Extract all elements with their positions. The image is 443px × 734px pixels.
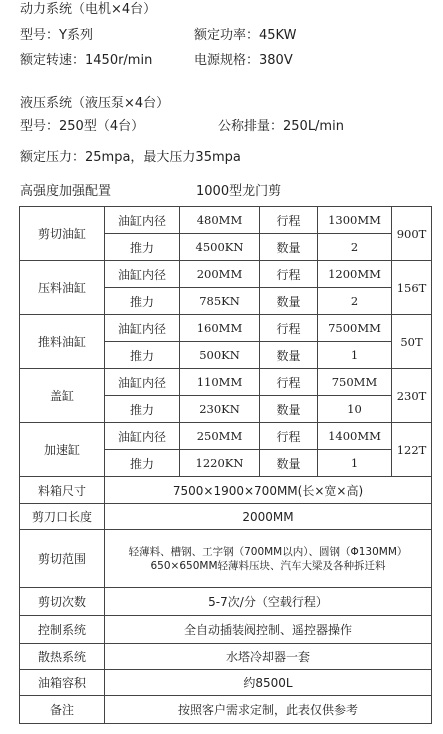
hydraulic-displacement: 公称排量：250L/min: [218, 119, 344, 134]
spec-row: [20, 644, 432, 670]
thrust-label: 推力: [105, 288, 180, 315]
machine-model: 1000型龙门剪: [196, 184, 282, 199]
hydraulic-heading: 液压系统（液压泵×4台）: [20, 96, 170, 111]
stroke-value: 750MM: [318, 369, 392, 396]
total-force: 122T: [392, 423, 432, 477]
quantity-value: 2: [318, 288, 392, 315]
hydraulic-model: 型号：250型（4台）: [20, 119, 145, 134]
thrust-label: 推力: [105, 396, 180, 423]
bore-label: 油缸内径: [105, 315, 180, 342]
total-force: 50T: [392, 315, 432, 369]
stroke-value: 1200MM: [318, 261, 392, 288]
spec-label: 剪刀口长度: [20, 504, 105, 530]
spec-label: 控制系统: [20, 616, 105, 644]
thrust-value: 1220KN: [180, 450, 260, 477]
power-heading: 动力系统（电机×4台）: [20, 2, 157, 17]
spec-value: 5-7次/分（空载行程）: [105, 588, 432, 616]
stroke-label: 行程: [260, 369, 318, 396]
quantity-label: 数量: [260, 396, 318, 423]
cylinder-name: 剪切油缸: [20, 207, 105, 261]
thrust-value: 785KN: [180, 288, 260, 315]
spec-value: 7500×1900×700MM(长×宽×高): [105, 477, 432, 504]
spec-value: 全自动插装阀控制、遥控器操作: [105, 616, 432, 644]
spec-label: 剪切范围: [20, 530, 105, 588]
stroke-value: 7500MM: [318, 315, 392, 342]
bore-value: 110MM: [180, 369, 260, 396]
cylinder-name: 压料油缸: [20, 261, 105, 315]
hydraulic-pressure: 额定压力：25mpa，最大压力35mpa: [20, 150, 241, 165]
bore-label: 油缸内径: [105, 369, 180, 396]
spec-row: [20, 477, 432, 504]
quantity-value: 1: [318, 342, 392, 369]
spec-label: 料箱尺寸: [20, 477, 105, 504]
spec-label: 油箱容积: [20, 670, 105, 696]
spec-row: [20, 530, 432, 588]
quantity-label: 数量: [260, 288, 318, 315]
spec-value: 轻薄料、槽钢、工字钢（700MM以内）、圆钢（Φ130MM）650×650MM轻薄料压块、汽车大梁及各种拆迁料: [105, 530, 432, 588]
bore-value: 480MM: [180, 207, 260, 234]
spec-label: 备注: [20, 696, 105, 724]
power-rated-speed: 额定转速：1450r/min: [20, 53, 153, 68]
spec-row: [20, 616, 432, 644]
spec-label: 散热系统: [20, 644, 105, 670]
spec-value: 按照客户需求定制，此表仅供参考: [105, 696, 432, 724]
cylinder-name: 盖缸: [20, 369, 105, 423]
stroke-label: 行程: [260, 261, 318, 288]
cylinder-name: 加速缸: [20, 423, 105, 477]
stroke-label: 行程: [260, 315, 318, 342]
spec-value: 2000MM: [105, 504, 432, 530]
thrust-label: 推力: [105, 234, 180, 261]
spec-row: [20, 504, 432, 530]
quantity-value: 2: [318, 234, 392, 261]
spec-label: 剪切次数: [20, 588, 105, 616]
spec-value: 水塔冷却器一套: [105, 644, 432, 670]
spec-value: 约8500L: [105, 670, 432, 696]
power-supply-spec: 电源规格：380V: [194, 53, 293, 68]
spec-row: [20, 670, 432, 696]
cylinder-row: [20, 207, 432, 234]
bore-label: 油缸内径: [105, 423, 180, 450]
quantity-label: 数量: [260, 450, 318, 477]
thrust-value: 230KN: [180, 396, 260, 423]
power-model: 型号：Y系列: [20, 28, 93, 43]
quantity-value: 1: [318, 450, 392, 477]
bore-label: 油缸内径: [105, 207, 180, 234]
total-force: 156T: [392, 261, 432, 315]
cylinder-row: [20, 315, 432, 342]
power-rated-power: 额定功率：45KW: [194, 28, 297, 43]
thrust-label: 推力: [105, 342, 180, 369]
config-title: 高强度加强配置: [20, 184, 112, 199]
quantity-label: 数量: [260, 234, 318, 261]
thrust-value: 4500KN: [180, 234, 260, 261]
stroke-label: 行程: [260, 207, 318, 234]
thrust-label: 推力: [105, 450, 180, 477]
spec-row: [20, 696, 432, 724]
spec-table: [19, 206, 432, 724]
cylinder-row: [20, 369, 432, 396]
cylinder-name: 推料油缸: [20, 315, 105, 369]
spec-row: [20, 588, 432, 616]
total-force: 230T: [392, 369, 432, 423]
bore-label: 油缸内径: [105, 261, 180, 288]
bore-value: 250MM: [180, 423, 260, 450]
stroke-label: 行程: [260, 423, 318, 450]
bore-value: 200MM: [180, 261, 260, 288]
bore-value: 160MM: [180, 315, 260, 342]
stroke-value: 1400MM: [318, 423, 392, 450]
quantity-value: 10: [318, 396, 392, 423]
cylinder-row: [20, 261, 432, 288]
thrust-value: 500KN: [180, 342, 260, 369]
stroke-value: 1300MM: [318, 207, 392, 234]
quantity-label: 数量: [260, 342, 318, 369]
total-force: 900T: [392, 207, 432, 261]
cylinder-row: [20, 423, 432, 450]
